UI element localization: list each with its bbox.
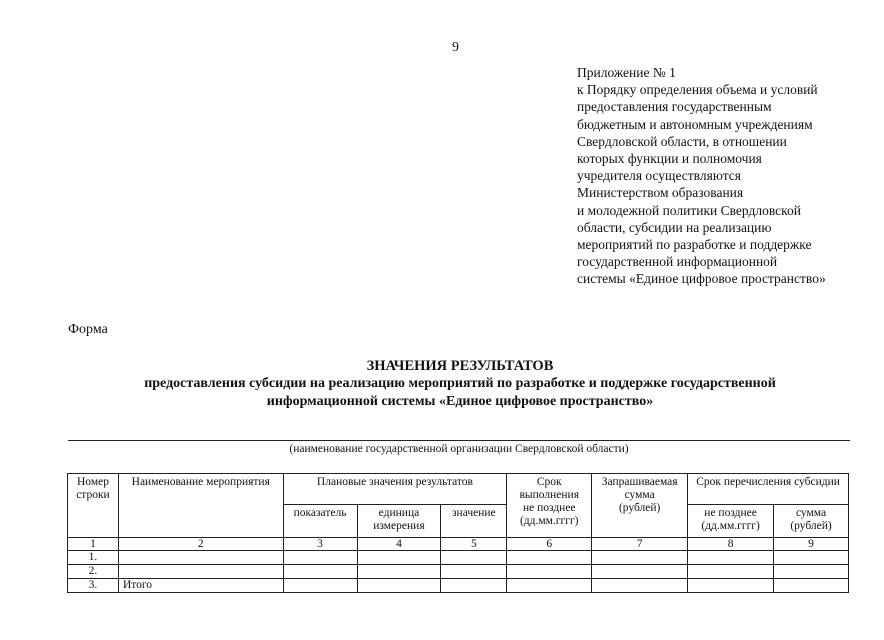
table-cell	[688, 551, 774, 565]
appendix-line: Свердловской области, в отношении	[577, 133, 787, 149]
column-number: 1	[68, 538, 119, 551]
table-cell	[283, 579, 357, 593]
appendix-line: Приложение № 1	[577, 65, 676, 80]
document-title	[40, 357, 880, 411]
row-event-name	[118, 551, 283, 565]
header-requested-bottom: (рублей)	[618, 502, 661, 514]
table-cell	[357, 551, 441, 565]
column-number: 5	[441, 538, 507, 551]
appendix-line: бюджетным и автономным учреждениям	[577, 116, 813, 132]
table-cell	[441, 579, 507, 593]
column-number: 3	[283, 538, 357, 551]
title-sub-line-2: информационной системы «Единое цифровое пространство»	[266, 394, 654, 409]
header-transfer-date: не позднее (дд.мм.гггг)	[688, 505, 774, 538]
column-number: 4	[357, 538, 441, 551]
table-cell	[507, 565, 592, 579]
table-cell	[592, 565, 688, 579]
row-number: 3.	[68, 579, 119, 593]
appendix-line: учредителя осуществляются	[577, 168, 741, 184]
appendix-line: к Порядку определения объема и условий	[577, 82, 818, 98]
header-event-name: Наименование мероприятия	[118, 474, 283, 538]
table-cell	[507, 579, 592, 593]
column-number: 6	[507, 538, 592, 551]
table-cell	[592, 551, 688, 565]
table-cell	[283, 551, 357, 565]
title-main: ЗНАЧЕНИЯ РЕЗУЛЬТАТОВ	[366, 358, 554, 374]
table-row	[68, 551, 849, 565]
table-cell	[507, 551, 592, 565]
appendix-note	[577, 64, 877, 288]
column-numbers-row	[68, 538, 849, 551]
table-cell	[688, 579, 774, 593]
row-number: 1.	[68, 551, 119, 565]
header-indicator: показатель	[283, 505, 357, 538]
title-sub-line-1: предоставления субсидии на реализацию мероприятий по разработке и поддержке государственной	[144, 376, 776, 391]
header-deadline-top: Срок выполнения	[519, 476, 579, 501]
table-cell	[774, 551, 849, 565]
results-table	[67, 473, 849, 593]
appendix-line: государственной информационной	[577, 254, 778, 270]
table-cell	[357, 579, 441, 593]
appendix-line: и молодежной политики Свердловской	[577, 202, 801, 218]
column-number: 8	[688, 538, 774, 551]
table-cell	[357, 565, 441, 579]
appendix-line: Министерством образования	[577, 185, 744, 201]
row-event-name: Итого	[118, 579, 283, 593]
table-cell	[283, 565, 357, 579]
table-cell	[774, 565, 849, 579]
header-transfer-period: Срок перечисления субсидии	[688, 474, 849, 505]
organization-caption: (наименование государственной организации Свердловской области)	[289, 443, 629, 455]
appendix-line: предоставления государственным	[577, 99, 772, 115]
row-event-name	[118, 565, 283, 579]
header-value: значение	[441, 505, 507, 538]
appendix-line: области, субсидии на реализацию	[577, 219, 772, 235]
appendix-line: мероприятий по разработке и поддержке	[577, 237, 812, 253]
table-cell	[774, 579, 849, 593]
header-transfer-sum: сумма (рублей)	[774, 505, 849, 538]
header-unit: единица измерения	[357, 505, 441, 538]
header-row-number: Номер строки	[68, 474, 119, 538]
header-requested-sum	[592, 474, 688, 538]
table-row	[68, 565, 849, 579]
header-deadline	[507, 474, 592, 538]
page-number: 9	[452, 40, 459, 55]
row-number: 2.	[68, 565, 119, 579]
header-requested-top: Запрашиваемая сумма	[601, 476, 678, 501]
column-number: 2	[118, 538, 283, 551]
column-number: 7	[592, 538, 688, 551]
table-cell	[441, 551, 507, 565]
table-cell	[441, 565, 507, 579]
table-row-total	[68, 579, 849, 593]
form-label: Форма	[68, 322, 108, 337]
header-planned-values: Плановые значения результатов	[283, 474, 507, 505]
organization-name-line	[68, 440, 850, 441]
table-cell	[592, 579, 688, 593]
table-cell	[688, 565, 774, 579]
column-number: 9	[774, 538, 849, 551]
appendix-line: системы «Единое цифровое пространство»	[577, 271, 826, 287]
header-deadline-bottom: не позднее (дд.мм.гггг)	[519, 502, 579, 527]
appendix-line: которых функции и полномочия	[577, 151, 762, 167]
